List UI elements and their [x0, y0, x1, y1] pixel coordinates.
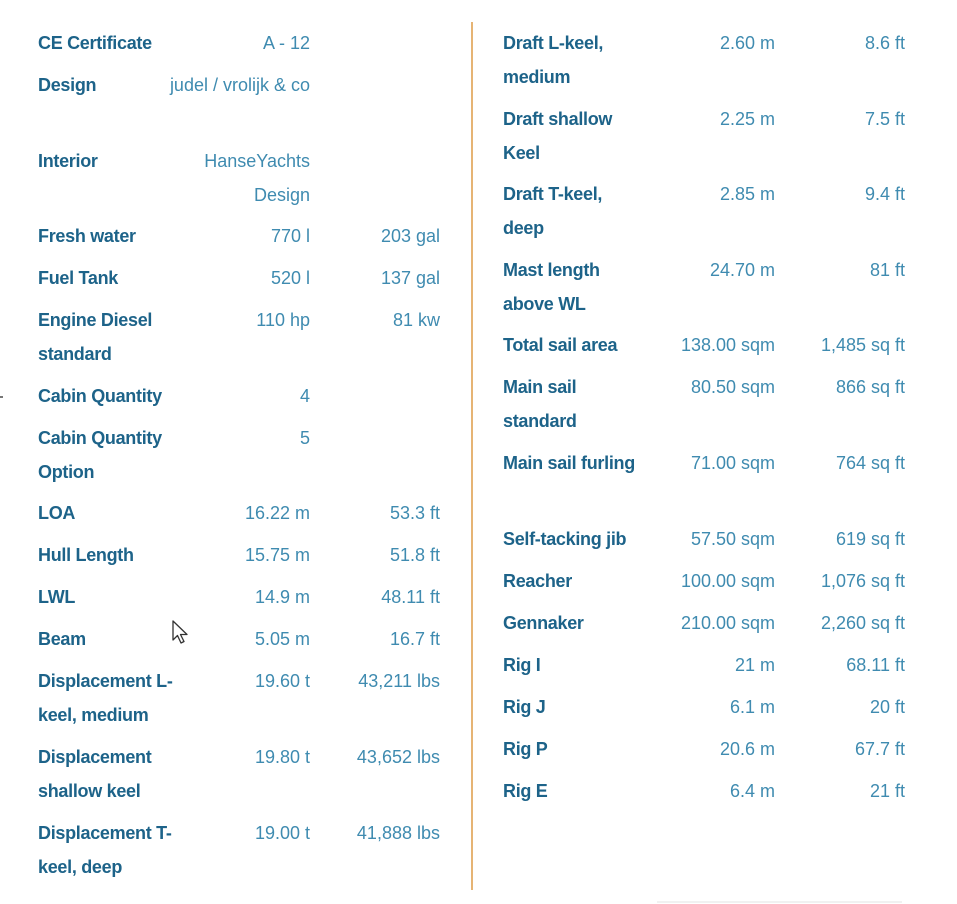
spec-label: Fresh water	[38, 226, 136, 246]
spec-value-imperial: 203 gal	[380, 226, 440, 246]
edge-mark	[0, 396, 3, 398]
spec-value-metric: 57.50 sqm	[690, 529, 775, 549]
spec-value-metric: 5	[299, 428, 310, 448]
spec-value-imperial: 137 gal	[380, 268, 440, 288]
spec-label: Displacement shallow keel	[38, 747, 152, 801]
spec-value-metric: 20.6 m	[719, 739, 775, 759]
mouse-pointer-icon	[172, 620, 192, 646]
spec-value-imperial: 8.6 ft	[864, 33, 905, 53]
spec-value-imperial: 81 ft	[869, 260, 905, 280]
column-divider	[471, 22, 473, 890]
spec-value-metric: 16.22 m	[244, 503, 310, 523]
spec-value-metric: 6.4 m	[729, 781, 775, 801]
spec-value-metric: 100.00 sqm	[680, 571, 775, 591]
spec-value-imperial: 67.7 ft	[854, 739, 905, 759]
spec-value-metric: 2.85 m	[719, 184, 775, 204]
spec-value-metric: 19.00 t	[254, 823, 310, 843]
spec-value-metric: 110 hp	[256, 310, 310, 330]
spec-value-imperial: 81 kw	[392, 310, 440, 330]
spec-label: Displacement L-keel, medium	[38, 671, 173, 725]
spec-value-imperial: 53.3 ft	[389, 503, 440, 523]
spec-label: Self-tacking jib	[503, 529, 627, 549]
spec-label: Total sail area	[503, 335, 618, 355]
spec-label: Design	[38, 75, 97, 95]
spec-value-metric: 14.9 m	[254, 587, 310, 607]
spec-value-metric: 80.50 sqm	[690, 377, 775, 397]
spec-value-metric: 2.25 m	[719, 109, 775, 129]
spec-value-imperial: 9.4 ft	[864, 184, 905, 204]
spec-value-imperial: 2,260 sq ft	[820, 613, 905, 633]
spec-value-metric: 2.60 m	[719, 33, 775, 53]
spec-label: Beam	[38, 629, 86, 649]
spec-value-metric: 24.70 m	[709, 260, 775, 280]
spec-value-metric: 5.05 m	[254, 629, 310, 649]
spec-value-imperial: 51.8 ft	[389, 545, 440, 565]
spec-value-imperial: 7.5 ft	[864, 109, 905, 129]
spec-label: Mast length above WL	[503, 260, 600, 314]
spec-label: Draft L-keel, medium	[503, 33, 604, 87]
spec-value-metric: 19.60 t	[254, 671, 310, 691]
spec-label: Gennaker	[503, 613, 584, 633]
spec-value-imperial: 68.11 ft	[846, 655, 905, 675]
spec-label: Engine Diesel standard	[38, 310, 153, 364]
spec-value-imperial: 1,076 sq ft	[820, 571, 905, 591]
spec-label: Hull Length	[38, 545, 134, 565]
spec-label: Rig J	[503, 697, 546, 717]
spec-value-metric: 15.75 m	[244, 545, 310, 565]
spec-label: Draft shallow Keel	[503, 109, 613, 163]
spec-label: Rig P	[503, 739, 548, 759]
spec-value-metric: HanseYachts Design	[204, 151, 310, 205]
spec-label: Rig I	[503, 655, 541, 675]
spec-value-metric: 210.00 sqm	[680, 613, 775, 633]
spec-value-imperial: 1,485 sq ft	[820, 335, 905, 355]
spec-label: LOA	[38, 503, 76, 523]
spec-label: Interior	[38, 151, 98, 171]
spec-label: Draft T-keel, deep	[503, 184, 603, 238]
spec-value-imperial: 619 sq ft	[835, 529, 905, 549]
spec-value-imperial: 48.11 ft	[381, 587, 440, 607]
spec-value-imperial: 16.7 ft	[389, 629, 440, 649]
spec-value-metric: 138.00 sqm	[680, 335, 775, 355]
spec-value-imperial: 43,211 lbs	[358, 671, 440, 691]
spec-label: Cabin Quantity	[38, 386, 162, 406]
spec-value-metric: 6.1 m	[729, 697, 775, 717]
spec-value-metric: 770 l	[270, 226, 310, 246]
spec-value-metric: 520 l	[270, 268, 310, 288]
spec-value-imperial: 866 sq ft	[835, 377, 905, 397]
spec-value-imperial: 41,888 lbs	[356, 823, 440, 843]
spec-value-imperial: 43,652 lbs	[356, 747, 440, 767]
spec-value-metric: 4	[299, 386, 310, 406]
spec-label: Main sail standard	[503, 377, 577, 431]
spec-value-imperial: 764 sq ft	[835, 453, 905, 473]
spec-value-imperial: 21 ft	[869, 781, 905, 801]
spec-value-metric: 19.80 t	[254, 747, 310, 767]
spec-label: Reacher	[503, 571, 572, 591]
spec-value-imperial: 20 ft	[869, 697, 905, 717]
spec-label: Fuel Tank	[38, 268, 118, 288]
spec-label: LWL	[38, 587, 76, 607]
spec-label: Rig E	[503, 781, 548, 801]
spec-label: Cabin Quantity Option	[38, 428, 162, 482]
spec-label: CE Certificate	[38, 33, 152, 53]
spec-value-metric: 21 m	[734, 655, 775, 675]
bottom-divider	[657, 901, 902, 903]
spec-value-metric: judel / vrolijk & co	[169, 75, 310, 95]
spec-value-metric: 71.00 sqm	[690, 453, 775, 473]
spec-label: Main sail furling	[503, 453, 635, 473]
spec-label: Displacement T-keel, deep	[38, 823, 172, 877]
spec-value-metric: A - 12	[262, 33, 310, 53]
